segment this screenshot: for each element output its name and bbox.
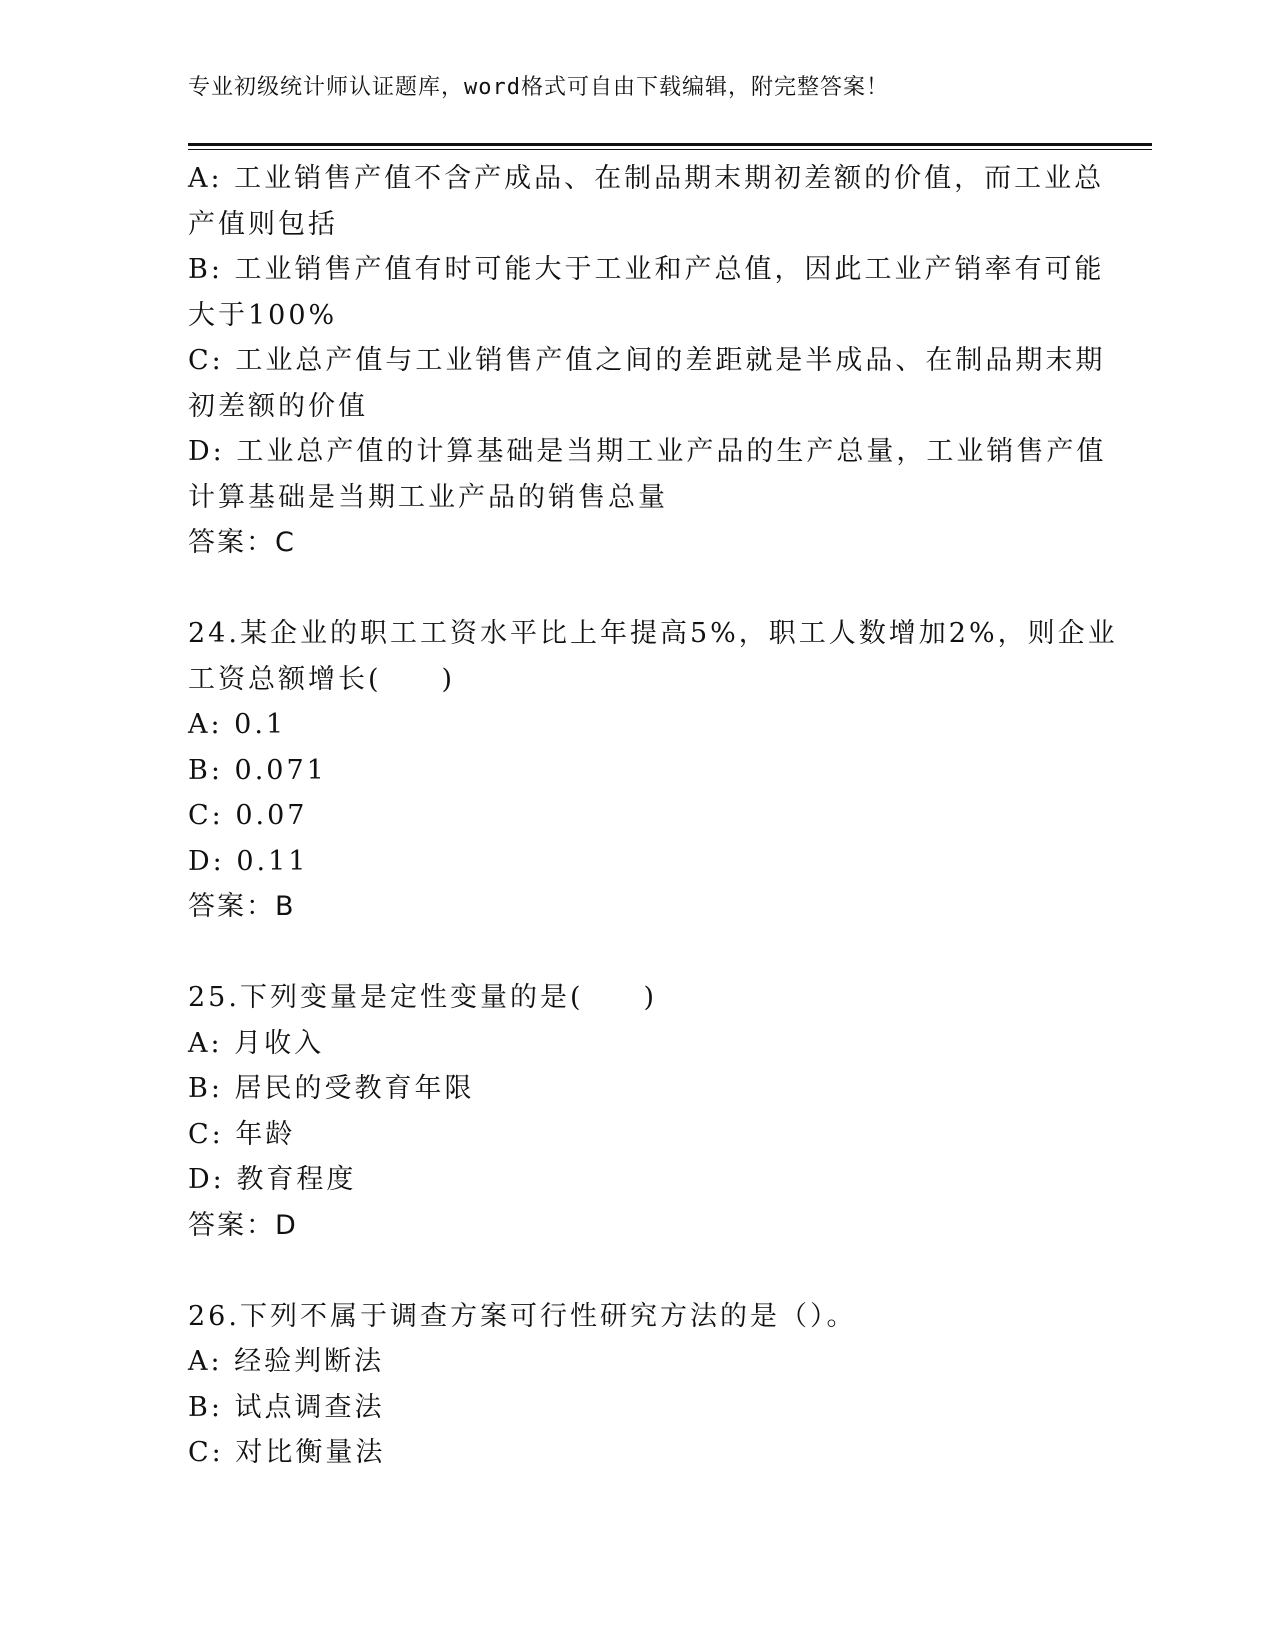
header-rule-thin [188,149,1152,150]
q23-option-a-line1: A: 工业销售产值不含产成品、在制品期末期初差额的价值，而工业总 [188,163,1105,194]
q23-option-b-line2: 大于100% [188,299,338,331]
q23-option-d-line1: D: 工业总产值的计算基础是当期工业产品的生产总量，工业销售产值 [188,436,1107,467]
q25-option-d: D: 教育程度 [188,1164,357,1195]
document-header: 专业初级统计师认证题库，word格式可自由下载编辑，附完整答案！ [188,75,889,100]
q24-option-d: D: 0.11 [188,845,309,877]
q24-question-line1: 24.某企业的职工工资水平比上年提高5%，职工人数增加2%，则企业 [188,618,1118,649]
q23-option-c-line2: 初差额的价值 [188,390,368,422]
q25-option-a: A: 月收入 [188,1027,325,1059]
q23-option-a-line2: 产值则包括 [188,208,338,240]
header-rule-thick [188,143,1152,146]
q25-answer: 答案：D [188,1209,298,1241]
blank-line [188,930,1088,976]
question-content [188,156,1118,1476]
q24-answer: 答案：B [188,891,296,922]
q24-option-b: B: 0.071 [188,754,327,786]
q23-option-d-line2: 计算基础是当期工业产品的销售总量 [188,481,668,513]
q26-option-c: C: 对比衡量法 [188,1437,386,1468]
q23-option-c-line1: C: 工业总产值与工业销售产值之间的差距就是半成品、在制品期末期 [188,345,1106,376]
q25-option-b: B: 居民的受教育年限 [188,1073,475,1104]
q26-option-b: B: 试点调查法 [188,1391,385,1423]
q23-option-b-line1: B: 工业销售产值有时可能大于工业和产总值，因此工业产销率有可能 [188,254,1105,285]
q24-option-a: A: 0.1 [188,709,287,740]
q25-question: 25.下列变量是定性变量的是( ) [188,982,658,1013]
q26-question: 26.下列不属于调查方案可行性研究方法的是（）。 [188,1300,857,1332]
q23-answer: 答案：C [188,527,296,558]
q24-option-c: C: 0.07 [188,800,308,831]
q26-option-a: A: 经验判断法 [188,1346,385,1377]
blank-line [188,566,1088,612]
blank-line [188,1248,1088,1294]
q25-option-c: C: 年龄 [188,1118,296,1150]
q24-question-line2: 工资总额增长( ) [188,663,456,695]
